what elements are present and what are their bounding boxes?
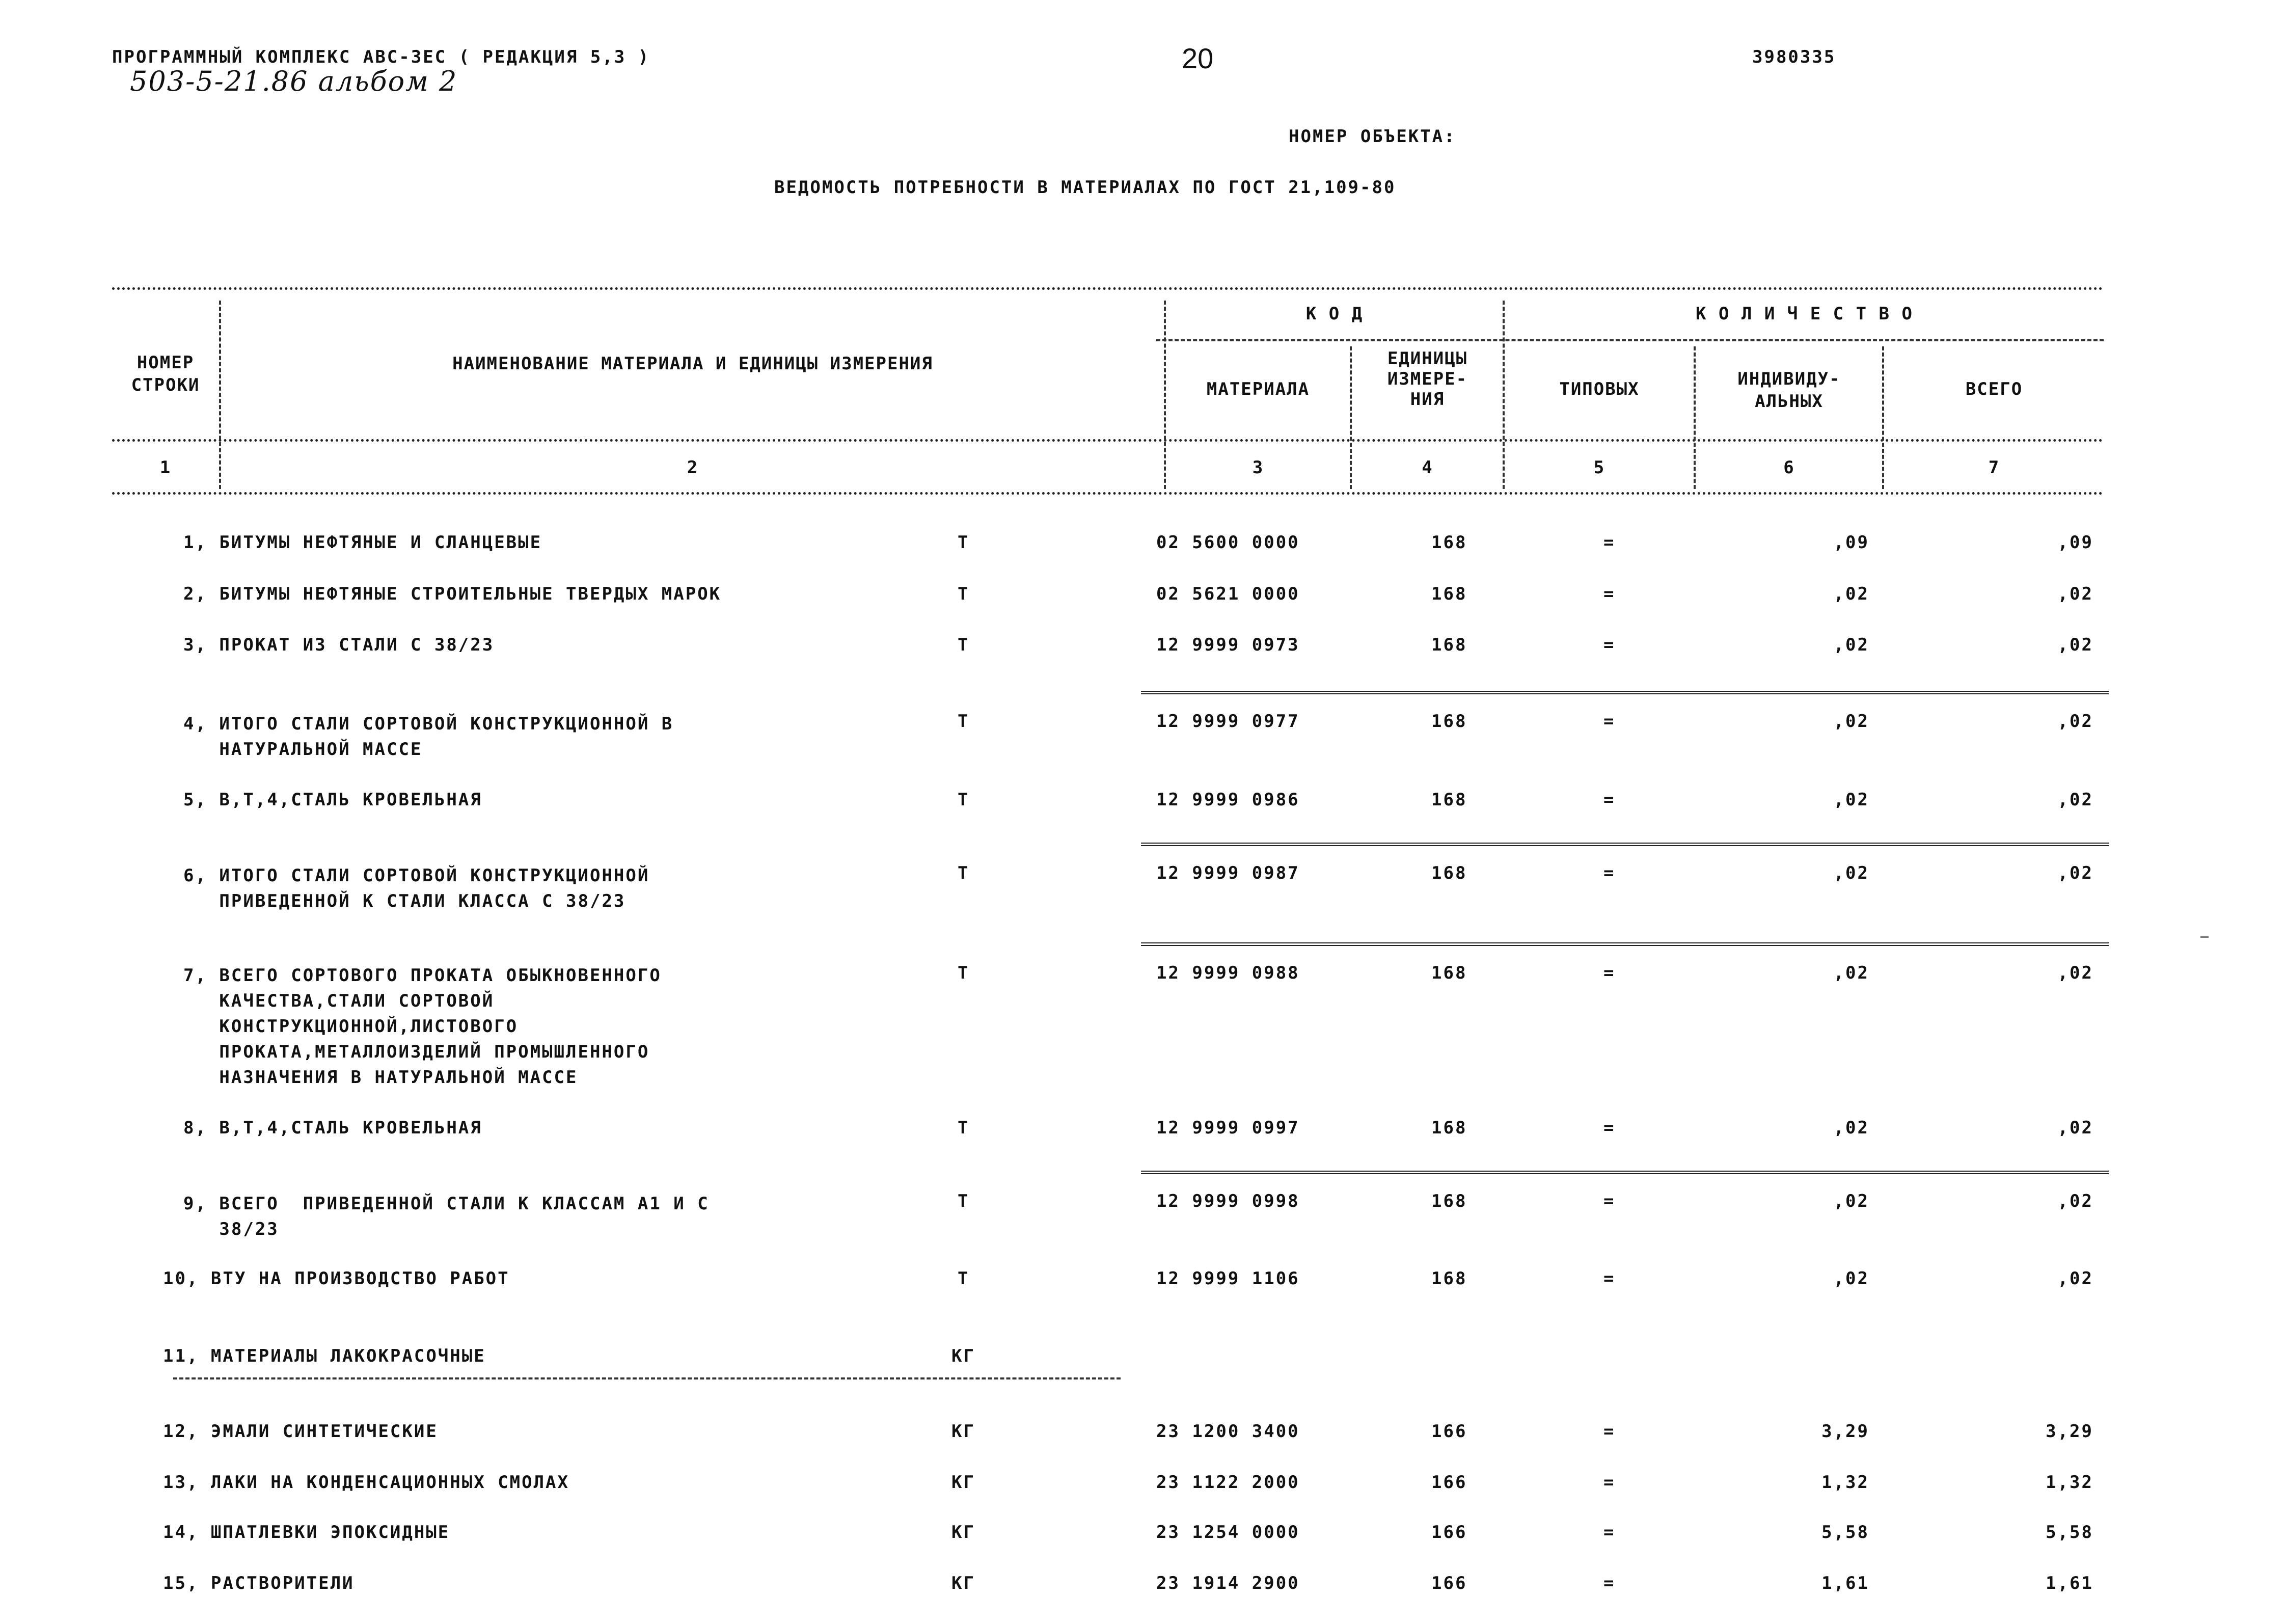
row-material-name: 8, В,Т,4,СТАЛЬ КРОВЕЛЬНАЯ <box>183 1118 482 1138</box>
group-underline <box>173 1377 1121 1379</box>
row-unit: КГ <box>951 1472 975 1493</box>
row-qty-total: ,09 <box>2057 532 2093 553</box>
row-qty-typical: = <box>1603 1472 1616 1493</box>
row-qty-typical: = <box>1603 1268 1616 1289</box>
header-qty-typical: ТИПОВЫХ <box>1559 379 1640 399</box>
row-qty-typical: = <box>1603 584 1616 604</box>
row-unit-code: 166 <box>1431 1573 1467 1593</box>
row-unit: КГ <box>951 1522 975 1542</box>
header-quantity-group: К О Л И Ч Е С Т В О <box>1696 304 1913 324</box>
row-qty-individual: ,02 <box>1833 790 1869 810</box>
row-qty-total: ,02 <box>2057 1268 2093 1289</box>
row-qty-total: ,02 <box>2057 1191 2093 1211</box>
row-unit-code: 168 <box>1431 635 1467 655</box>
row-unit-code: 168 <box>1431 863 1467 883</box>
row-unit-code: 168 <box>1431 711 1467 732</box>
row-unit: Т <box>958 1191 970 1211</box>
row-material-code: 12 9999 0988 <box>1156 963 1300 983</box>
column-number: 7 <box>1988 457 2000 478</box>
header-sub-rule <box>1156 339 2104 341</box>
header-separator <box>1503 301 1505 489</box>
header-qty-individual: ИНДИВИДУ- АЛЬНЫХ <box>1737 369 1841 412</box>
row-material-code: 12 9999 0986 <box>1156 790 1300 810</box>
row-unit-code: 168 <box>1431 1118 1467 1138</box>
header-qty-total: ВСЕГО <box>1965 379 2023 399</box>
row-qty-total: ,02 <box>2057 863 2093 883</box>
row-qty-individual: 3,29 <box>1821 1421 1869 1442</box>
row-material-name: 10, ВТУ НА ПРОИЗВОДСТВО РАБОТ <box>163 1268 510 1289</box>
page-number: 20 <box>1182 42 1214 74</box>
row-qty-total: ,02 <box>2057 711 2093 732</box>
row-separator <box>1141 1171 2109 1174</box>
row-unit: Т <box>958 963 970 983</box>
row-qty-typical: = <box>1603 1421 1616 1442</box>
row-material-code: 12 9999 0987 <box>1156 863 1300 883</box>
row-unit: Т <box>958 584 970 604</box>
row-material-code: 12 9999 0998 <box>1156 1191 1300 1211</box>
row-material-name: 13, ЛАКИ НА КОНДЕНСАЦИОННЫХ СМОЛАХ <box>163 1472 569 1493</box>
header-separator <box>1694 346 1696 489</box>
row-qty-typical: = <box>1603 863 1616 883</box>
header-code-group: К О Д <box>1305 304 1364 324</box>
table-top-rule <box>112 287 2104 290</box>
row-material-code: 23 1200 3400 <box>1156 1421 1300 1442</box>
row-material-name: 2, БИТУМЫ НЕФТЯНЫЕ СТРОИТЕЛЬНЫЕ ТВЕРДЫХ МАРОК <box>183 584 722 604</box>
row-qty-individual: ,02 <box>1833 711 1869 732</box>
header-code-material: МАТЕРИАЛА <box>1206 379 1310 399</box>
column-number: 1 <box>159 457 172 478</box>
row-unit: Т <box>958 635 970 655</box>
album-handwritten-note: 503-5-21.86 альбом 2 <box>130 65 458 97</box>
header-material-name: НАИМЕНОВАНИЕ МАТЕРИАЛА И ЕДИНИЦЫ ИЗМЕРЕНИЯ <box>452 354 933 374</box>
row-unit: Т <box>958 1118 970 1138</box>
row-qty-total: ,02 <box>2057 963 2093 983</box>
row-unit-code: 166 <box>1431 1522 1467 1542</box>
row-qty-total: ,02 <box>2057 790 2093 810</box>
row-qty-typical: = <box>1603 1522 1616 1542</box>
header-separator <box>1164 301 1166 489</box>
row-unit: КГ <box>951 1346 975 1366</box>
row-unit-code: 168 <box>1431 1191 1467 1211</box>
header-separator <box>219 301 221 489</box>
row-material-code: 12 9999 0973 <box>1156 635 1300 655</box>
row-qty-total: 1,61 <box>2046 1573 2093 1593</box>
row-material-code: 23 1122 2000 <box>1156 1472 1300 1493</box>
row-qty-total: ,02 <box>2057 1118 2093 1138</box>
row-qty-total: ,02 <box>2057 584 2093 604</box>
row-material-name: 7, ВСЕГО СОРТОВОГО ПРОКАТА ОБЫКНОВЕННОГО КАЧЕСТВА,СТАЛИ СОРТОВОЙ КОНСТРУКЦИОННОЙ,ЛИСТОВОГО ПРОКАТА,МЕТАЛЛОИЗДЕЛИЙ ПРОМЫШЛЕННОГО НАЗНАЧЕНИЯ В НАТУРАЛЬНОЙ МАССЕ <box>183 965 662 1088</box>
header-row-number: НОМЕР СТРОКИ <box>131 353 200 395</box>
row-unit: Т <box>958 532 970 553</box>
row-material-code: 12 9999 0977 <box>1156 711 1300 732</box>
row-material-name: 11, МАТЕРИАЛЫ ЛАКОКРАСОЧНЫЕ <box>163 1346 486 1366</box>
row-qty-individual: ,02 <box>1833 1268 1869 1289</box>
row-qty-individual: ,02 <box>1833 963 1869 983</box>
document-code: 3980335 <box>1752 47 1836 67</box>
row-unit-code: 166 <box>1431 1421 1467 1442</box>
row-material-name: 14, ШПАТЛЕВКИ ЭПОКСИДНЫЕ <box>163 1522 450 1542</box>
row-material-name: 4, ИТОГО СТАЛИ СОРТОВОЙ КОНСТРУКЦИОННОЙ В НАТУРАЛЬНОЙ МАССЕ <box>183 714 674 760</box>
row-material-code: 23 1914 2900 <box>1156 1573 1300 1593</box>
row-material-code: 02 5600 0000 <box>1156 532 1300 553</box>
row-unit: КГ <box>951 1573 975 1593</box>
row-separator <box>1141 942 2109 946</box>
row-qty-typical: = <box>1603 532 1616 553</box>
row-material-name: 9, ВСЕГО ПРИВЕДЕННОЙ СТАЛИ К КЛАССАМ А1 И С 38/23 <box>183 1194 710 1239</box>
statement-title: ВЕДОМОСТЬ ПОТРЕБНОСТИ В МАТЕРИАЛАХ ПО ГОСТ 21,109-80 <box>774 177 1396 198</box>
row-material-name: 6, ИТОГО СТАЛИ СОРТОВОЙ КОНСТРУКЦИОННОЙ ПРИВЕДЕННОЙ К СТАЛИ КЛАССА С 38/23 <box>183 865 650 911</box>
row-qty-individual: 1,32 <box>1821 1472 1869 1493</box>
row-qty-typical: = <box>1603 635 1616 655</box>
row-qty-typical: = <box>1603 963 1616 983</box>
row-material-name: 12, ЭМАЛИ СИНТЕТИЧЕСКИЕ <box>163 1421 438 1442</box>
row-unit-code: 168 <box>1431 584 1467 604</box>
row-qty-individual: 1,61 <box>1821 1573 1869 1593</box>
row-qty-individual: 5,58 <box>1821 1522 1869 1542</box>
row-unit-code: 168 <box>1431 532 1467 553</box>
row-qty-typical: = <box>1603 1191 1616 1211</box>
row-material-name: 5, В,Т,4,СТАЛЬ КРОВЕЛЬНАЯ <box>183 790 482 810</box>
column-number: 3 <box>1252 457 1264 478</box>
row-material-name: 15, РАСТВОРИТЕЛИ <box>163 1573 355 1593</box>
row-unit: Т <box>958 863 970 883</box>
row-qty-individual: ,02 <box>1833 584 1869 604</box>
row-qty-total: 1,32 <box>2046 1472 2093 1493</box>
header-separator <box>1350 346 1352 489</box>
row-material-name: 1, БИТУМЫ НЕФТЯНЫЕ И СЛАНЦЕВЫЕ <box>183 532 542 553</box>
row-unit: Т <box>958 1268 970 1289</box>
row-qty-individual: ,02 <box>1833 635 1869 655</box>
row-qty-typical: = <box>1603 1573 1616 1593</box>
row-qty-typical: = <box>1603 790 1616 810</box>
row-material-code: 02 5621 0000 <box>1156 584 1300 604</box>
header-bottom-rule <box>112 439 2104 442</box>
row-qty-total: 5,58 <box>2046 1522 2093 1542</box>
row-material-code: 12 9999 0997 <box>1156 1118 1300 1138</box>
colnum-bottom-rule <box>112 492 2104 495</box>
row-unit: Т <box>958 790 970 810</box>
column-number: 4 <box>1422 457 1433 478</box>
scan-artifact-mark <box>2200 936 2209 938</box>
header-separator <box>1882 346 1884 489</box>
row-unit-code: 168 <box>1431 963 1467 983</box>
column-number: 5 <box>1593 457 1605 478</box>
row-qty-typical: = <box>1603 711 1616 732</box>
row-qty-total: 3,29 <box>2046 1421 2093 1442</box>
row-qty-individual: ,02 <box>1833 1191 1869 1211</box>
header-code-unit: ЕДИНИЦЫ ИЗМЕРЕ- НИЯ <box>1387 348 1468 410</box>
column-number: 2 <box>687 457 699 478</box>
row-qty-total: ,02 <box>2057 635 2093 655</box>
row-qty-individual: ,09 <box>1833 532 1869 553</box>
row-unit-code: 168 <box>1431 1268 1467 1289</box>
row-unit-code: 168 <box>1431 790 1467 810</box>
row-qty-individual: ,02 <box>1833 863 1869 883</box>
program-header: ПРОГРАММНЫЙ КОМПЛЕКС АВС-ЗЕС ( РЕДАКЦИЯ 5,3 ) <box>112 47 650 67</box>
row-material-name: 3, ПРОКАТ ИЗ СТАЛИ С 38/23 <box>183 635 495 655</box>
row-unit: КГ <box>951 1421 975 1442</box>
row-separator <box>1141 691 2109 694</box>
row-unit-code: 166 <box>1431 1472 1467 1493</box>
row-material-code: 12 9999 1106 <box>1156 1268 1300 1289</box>
row-qty-individual: ,02 <box>1833 1118 1869 1138</box>
row-unit: Т <box>958 711 970 732</box>
row-qty-typical: = <box>1603 1118 1616 1138</box>
row-separator <box>1141 843 2109 846</box>
object-number-label: НОМЕР ОБЪЕКТА: <box>1289 126 1456 147</box>
row-material-code: 23 1254 0000 <box>1156 1522 1300 1542</box>
column-number: 6 <box>1783 457 1795 478</box>
